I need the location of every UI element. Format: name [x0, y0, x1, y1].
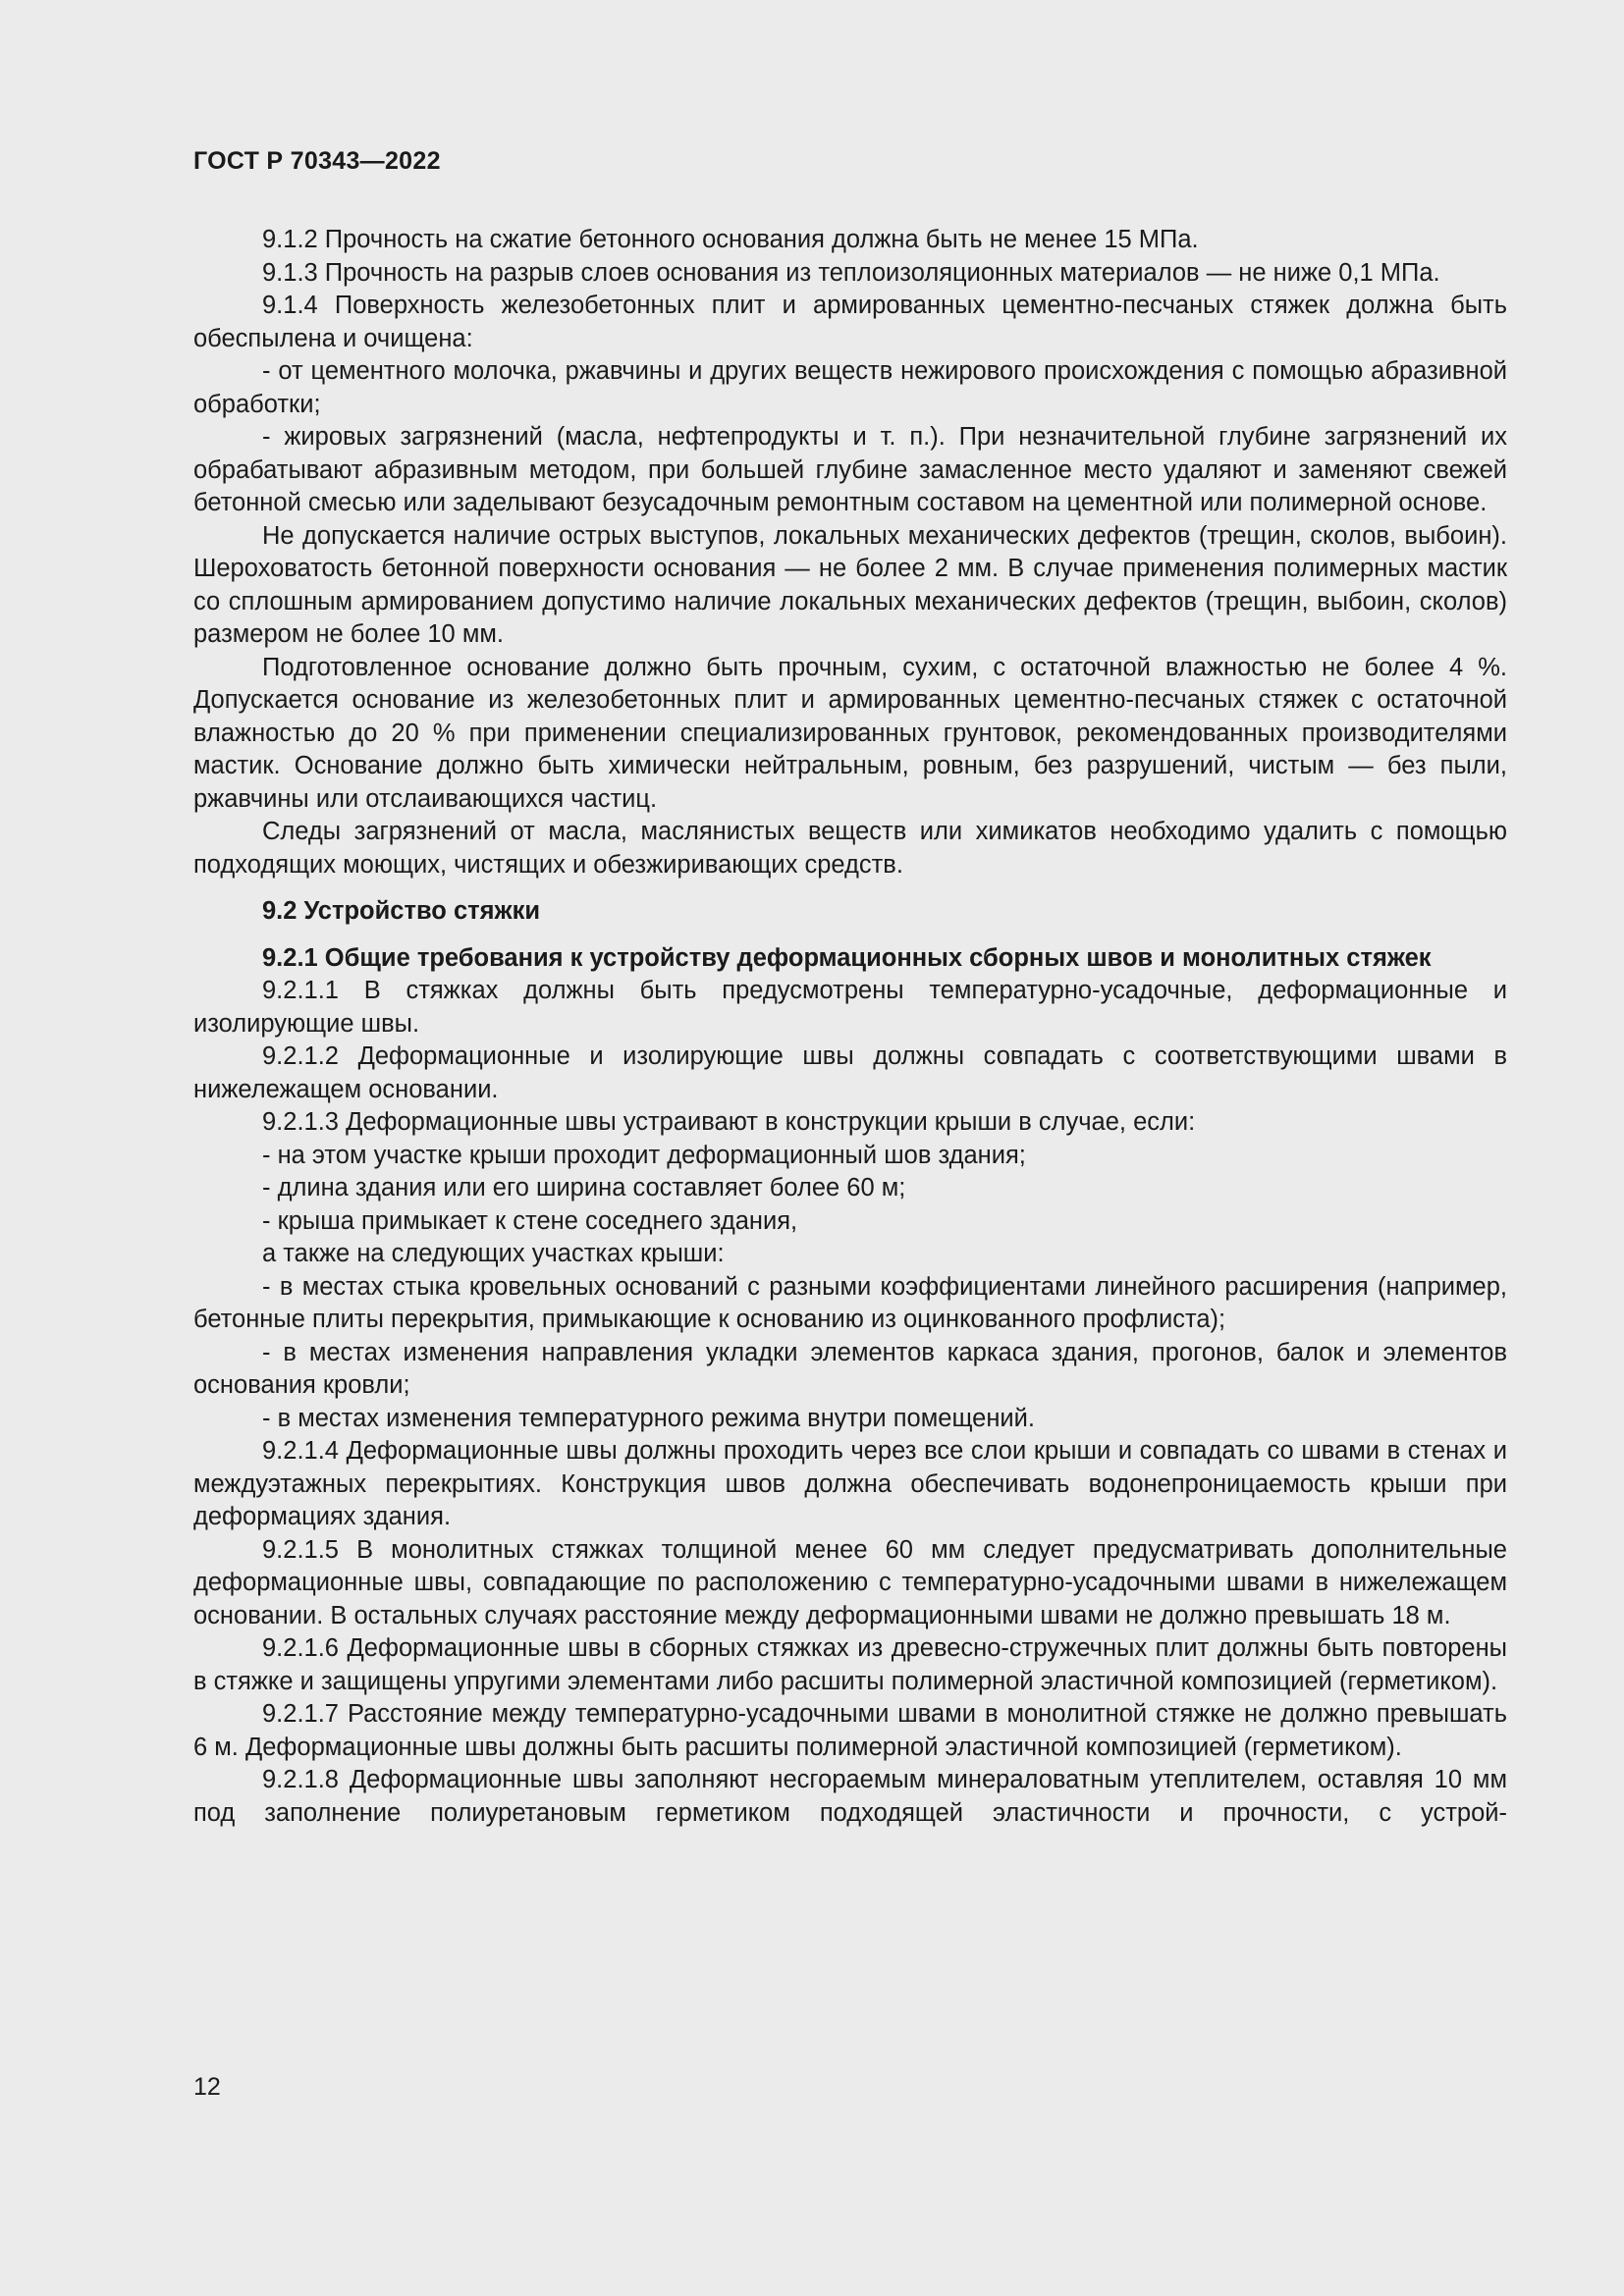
body-paragraph: - в местах стыка кровельных оснований с разными коэффициентами линейного расширения (например, бетонные плиты перекрытия, примыкающие к основанию из оцинкованного профлиста); [193, 1272, 1507, 1333]
document-body [193, 224, 1507, 1830]
body-paragraph: 9.2.1.3 Деформационные швы устраивают в конструкции крыши в случае, если: [262, 1108, 1196, 1136]
body-paragraph: 9.1.2 Прочность на сжатие бетонного основания должна быть не менее 15 МПа. [262, 226, 1199, 253]
body-paragraph: 9.2.1.5 В монолитных стяжках толщиной менее 60 мм следует предусматривать дополнительные деформационные швы, совпадающие по расположению с температурно-усадочными швами в нижележащем основании. В остальных случаях расстояние между деформационными швами не должно превышать 18 м. [193, 1535, 1507, 1629]
body-paragraph: - в местах изменения температурного режима внутри помещений. [262, 1404, 1035, 1432]
section-heading: 9.2 Устройство стяжки [262, 897, 541, 925]
body-paragraph: 9.1.4 Поверхность железобетонных плит и армированных цементно-песчаных стяжек должна быть обеспылена и очищена: [193, 292, 1507, 352]
page-number: 12 [193, 2073, 221, 2101]
body-paragraph: а также на следующих участках крыши: [262, 1240, 725, 1267]
body-paragraph: 9.1.3 Прочность на разрыв слоев основания из теплоизоляционных материалов — не ниже 0,1 МПа. [262, 258, 1440, 287]
body-paragraph: 9.2.1.8 Деформационные швы заполняют несгораемым минераловатным утеплителем, оставляя 10 мм под заполнение полиуретановым герметиком подходящей эластичности и прочности, с устрой- [193, 1766, 1507, 1827]
body-paragraph: - от цементного молочка, ржавчины и других веществ нежирового происхождения с помощью абразивной обработки; [193, 357, 1507, 418]
body-paragraph: - длина здания или его ширина составляет более 60 м; [262, 1174, 906, 1201]
body-paragraph: 9.2.1.2 Деформационные и изолирующие швы должны совпадать с соответствующими швами в нижележащем основании. [193, 1042, 1507, 1103]
body-paragraph: 9.2.1.1 В стяжках должны быть предусмотрены температурно-усадочные, деформационные и изолирующие швы. [193, 977, 1507, 1038]
standard-code: ГОСТ Р 70343—2022 [193, 147, 441, 175]
body-paragraph: - на этом участке крыши проходит деформационный шов здания; [262, 1141, 1026, 1169]
document-header [193, 147, 441, 176]
body-paragraph: - жировых загрязнений (масла, нефтепродукты и т. п.). При незначительной глубине загрязнений их обрабатывают абразивным методом, при большей глубине замасленное место удаляют и заменяют свежей бетонной смесью или заделывают безусадочным ремонтным составом на цементной или полимерной основе. [193, 423, 1507, 516]
body-paragraph: 9.2.1.7 Расстояние между температурно-усадочными швами в монолитной стяжке не должно превышать 6 м. Деформационные швы должны быть расшиты полимерной эластичной композицией (герметиком). [193, 1700, 1507, 1761]
body-paragraph: Подготовленное основание должно быть прочным, сухим, с остаточной влажностью не более 4 %. Допускается основание из железобетонных плит и армированных цементно-песчаных стяжек с остаточной влажностью до 20 % при применении специализированных грунтовок, рекомендованных производителями мастик. Основание должно быть химически нейтральным, ровным, без разрушений, чистым — без пыли, ржавчины или отслаивающихся частиц. [193, 653, 1507, 813]
body-paragraph: - крыша примыкает к стене соседнего здания, [262, 1206, 798, 1235]
body-paragraph: 9.2.1.4 Деформационные швы должны проходить через все слои крыши и совпадать со швами в стенах и междуэтажных перекрытиях. Конструкция швов должна обеспечивать водонепроницаемость крыши при деформациях здания. [193, 1437, 1507, 1530]
body-paragraph: 9.2.1.6 Деформационные швы в сборных стяжках из древесно-стружечных плит должны быть повторены в стяжке и защищены упругими элементами либо расшиты полимерной эластичной композицией (герметиком). [193, 1634, 1507, 1695]
body-paragraph: Не допускается наличие острых выступов, локальных механических дефектов (трещин, сколов, выбоин). Шероховатость бетонной поверхности основания — не более 2 мм. В случае применения полимерных мастик со сплошным армированием допустимо наличие локальных механических дефектов (трещин, выбоин, сколов) размером не более 10 мм. [193, 521, 1507, 648]
body-paragraph: Следы загрязнений от масла, маслянистых веществ или химикатов необходимо удалить с помощью подходящих моющих, чистящих и обезжиривающих средств. [193, 818, 1507, 879]
section-heading: 9.2.1 Общие требования к устройству деформационных сборных швов и монолитных стяжек [262, 943, 1432, 972]
body-paragraph: - в местах изменения направления укладки элементов каркаса здания, прогонов, балок и элементов основания кровли; [193, 1338, 1507, 1399]
